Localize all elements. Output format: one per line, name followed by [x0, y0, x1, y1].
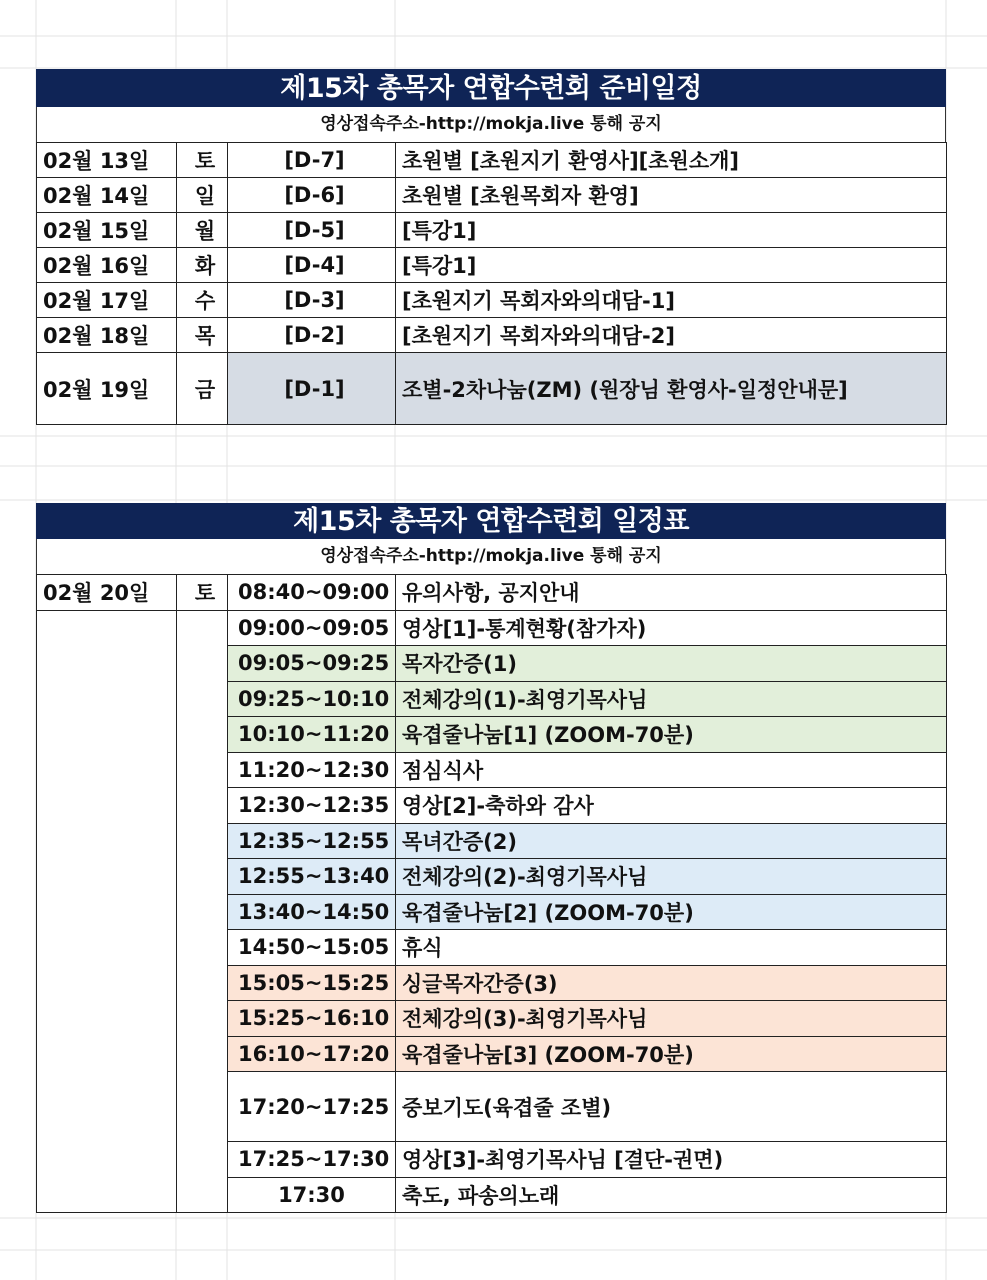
day-cell	[177, 823, 228, 859]
date-cell	[37, 1072, 177, 1142]
prep-schedule-table	[36, 142, 947, 425]
table-row	[37, 1142, 947, 1178]
table-row	[37, 610, 947, 646]
content-cell: [특강1]	[396, 213, 947, 248]
table-row	[37, 1036, 947, 1072]
time-cell: 08:40~09:00	[228, 575, 396, 611]
date-cell: 02월 17일	[37, 283, 177, 318]
day-cell: 목	[177, 318, 228, 353]
time-cell: 10:10~11:20	[228, 717, 396, 753]
main-schedule-subtitle: 영상접속주소-http://mokja.live 통해 공지	[36, 539, 946, 574]
date-cell	[37, 965, 177, 1001]
prep-schedule-section	[36, 69, 946, 425]
table-row	[37, 681, 947, 717]
time-cell: 15:25~16:10	[228, 1001, 396, 1037]
date-cell	[37, 681, 177, 717]
day-cell	[177, 681, 228, 717]
activity-cell: 싱글목자간증(3)	[396, 965, 947, 1001]
day-cell: 금	[177, 353, 228, 425]
activity-cell: 축도, 파송의노래	[396, 1177, 947, 1213]
day-cell	[177, 1036, 228, 1072]
date-cell: 02월 16일	[37, 248, 177, 283]
content-cell: 초원별 [초원목회자 환영]	[396, 178, 947, 213]
date-cell: 02월 20일	[37, 575, 177, 611]
time-cell: 12:35~12:55	[228, 823, 396, 859]
activity-cell: 중보기도(육겹줄 조별)	[396, 1072, 947, 1142]
date-cell	[37, 1142, 177, 1178]
dday-cell: [D-2]	[228, 318, 396, 353]
day-cell: 일	[177, 178, 228, 213]
activity-cell: 육겹줄나눔[3] (ZOOM-70분)	[396, 1036, 947, 1072]
activity-cell: 육겹줄나눔[1] (ZOOM-70분)	[396, 717, 947, 753]
activity-cell: 영상[1]-통계현황(참가자)	[396, 610, 947, 646]
day-cell: 화	[177, 248, 228, 283]
content-cell: [초원지기 목회자와의대담-2]	[396, 318, 947, 353]
date-cell	[37, 823, 177, 859]
table-row	[37, 823, 947, 859]
time-cell: 09:05~09:25	[228, 646, 396, 682]
table-row	[37, 859, 947, 895]
activity-cell: 전체강의(1)-최영기목사님	[396, 681, 947, 717]
activity-cell: 영상[3]-최영기목사님 [결단-권면)	[396, 1142, 947, 1178]
time-cell: 17:30	[228, 1177, 396, 1213]
date-cell: 02월 14일	[37, 178, 177, 213]
day-cell	[177, 1072, 228, 1142]
date-cell	[37, 1036, 177, 1072]
table-row	[37, 717, 947, 753]
day-cell	[177, 859, 228, 895]
table-row	[37, 248, 947, 283]
table-row	[37, 788, 947, 824]
activity-cell: 전체강의(2)-최영기목사님	[396, 859, 947, 895]
dday-cell: [D-4]	[228, 248, 396, 283]
table-row	[37, 1072, 947, 1142]
table-row	[37, 894, 947, 930]
activity-cell: 목자간증(1)	[396, 646, 947, 682]
day-cell: 월	[177, 213, 228, 248]
activity-cell: 목녀간증(2)	[396, 823, 947, 859]
dday-cell: [D-3]	[228, 283, 396, 318]
activity-cell: 전체강의(3)-최영기목사님	[396, 1001, 947, 1037]
table-row	[37, 213, 947, 248]
activity-cell: 휴식	[396, 930, 947, 966]
table-row	[37, 353, 947, 425]
table-row	[37, 1001, 947, 1037]
date-cell: 02월 18일	[37, 318, 177, 353]
day-cell	[177, 752, 228, 788]
dday-cell: [D-5]	[228, 213, 396, 248]
table-row	[37, 143, 947, 178]
time-cell: 17:20~17:25	[228, 1072, 396, 1142]
date-cell: 02월 13일	[37, 143, 177, 178]
day-cell: 토	[177, 575, 228, 611]
dday-cell: [D-7]	[228, 143, 396, 178]
day-cell: 토	[177, 143, 228, 178]
time-cell: 11:20~12:30	[228, 752, 396, 788]
prep-schedule-title: 제15차 총목자 연합수련회 준비일정	[36, 69, 946, 107]
day-cell	[177, 717, 228, 753]
table-row	[37, 318, 947, 353]
main-schedule-title: 제15차 총목자 연합수련회 일정표	[36, 503, 946, 539]
table-row	[37, 178, 947, 213]
content-cell: 조별-2차나눔(ZM) (원장님 환영사-일정안내문]	[396, 353, 947, 425]
date-cell: 02월 15일	[37, 213, 177, 248]
date-cell	[37, 859, 177, 895]
content-cell: 초원별 [초원지기 환영사][초원소개]	[396, 143, 947, 178]
time-cell: 09:00~09:05	[228, 610, 396, 646]
time-cell: 12:55~13:40	[228, 859, 396, 895]
date-cell	[37, 752, 177, 788]
activity-cell: 육겹줄나눔[2] (ZOOM-70분)	[396, 894, 947, 930]
day-cell	[177, 610, 228, 646]
dday-cell: [D-6]	[228, 178, 396, 213]
table-row	[37, 1177, 947, 1213]
day-cell	[177, 788, 228, 824]
date-cell	[37, 717, 177, 753]
prep-schedule-subtitle: 영상접속주소-http://mokja.live 통해 공지	[36, 107, 946, 142]
day-cell	[177, 1001, 228, 1037]
table-row	[37, 575, 947, 611]
date-cell	[37, 894, 177, 930]
main-schedule-table	[36, 574, 947, 1213]
table-row	[37, 965, 947, 1001]
table-row	[37, 752, 947, 788]
table-row	[37, 283, 947, 318]
time-cell: 09:25~10:10	[228, 681, 396, 717]
time-cell: 16:10~17:20	[228, 1036, 396, 1072]
activity-cell: 영상[2]-축하와 감사	[396, 788, 947, 824]
time-cell: 15:05~15:25	[228, 965, 396, 1001]
day-cell	[177, 965, 228, 1001]
date-cell	[37, 1177, 177, 1213]
date-cell	[37, 610, 177, 646]
day-cell	[177, 930, 228, 966]
table-row	[37, 646, 947, 682]
dday-cell: [D-1]	[228, 353, 396, 425]
date-cell	[37, 788, 177, 824]
content-cell: [초원지기 목회자와의대담-1]	[396, 283, 947, 318]
time-cell: 17:25~17:30	[228, 1142, 396, 1178]
day-cell	[177, 1142, 228, 1178]
content-cell: [특강1]	[396, 248, 947, 283]
day-cell	[177, 894, 228, 930]
activity-cell: 점심식사	[396, 752, 947, 788]
date-cell	[37, 646, 177, 682]
time-cell: 13:40~14:50	[228, 894, 396, 930]
time-cell: 12:30~12:35	[228, 788, 396, 824]
main-schedule-section	[36, 503, 946, 1213]
activity-cell: 유의사항, 공지안내	[396, 575, 947, 611]
date-cell	[37, 1001, 177, 1037]
date-cell: 02월 19일	[37, 353, 177, 425]
day-cell	[177, 646, 228, 682]
time-cell: 14:50~15:05	[228, 930, 396, 966]
date-cell	[37, 930, 177, 966]
table-row	[37, 930, 947, 966]
day-cell: 수	[177, 283, 228, 318]
day-cell	[177, 1177, 228, 1213]
